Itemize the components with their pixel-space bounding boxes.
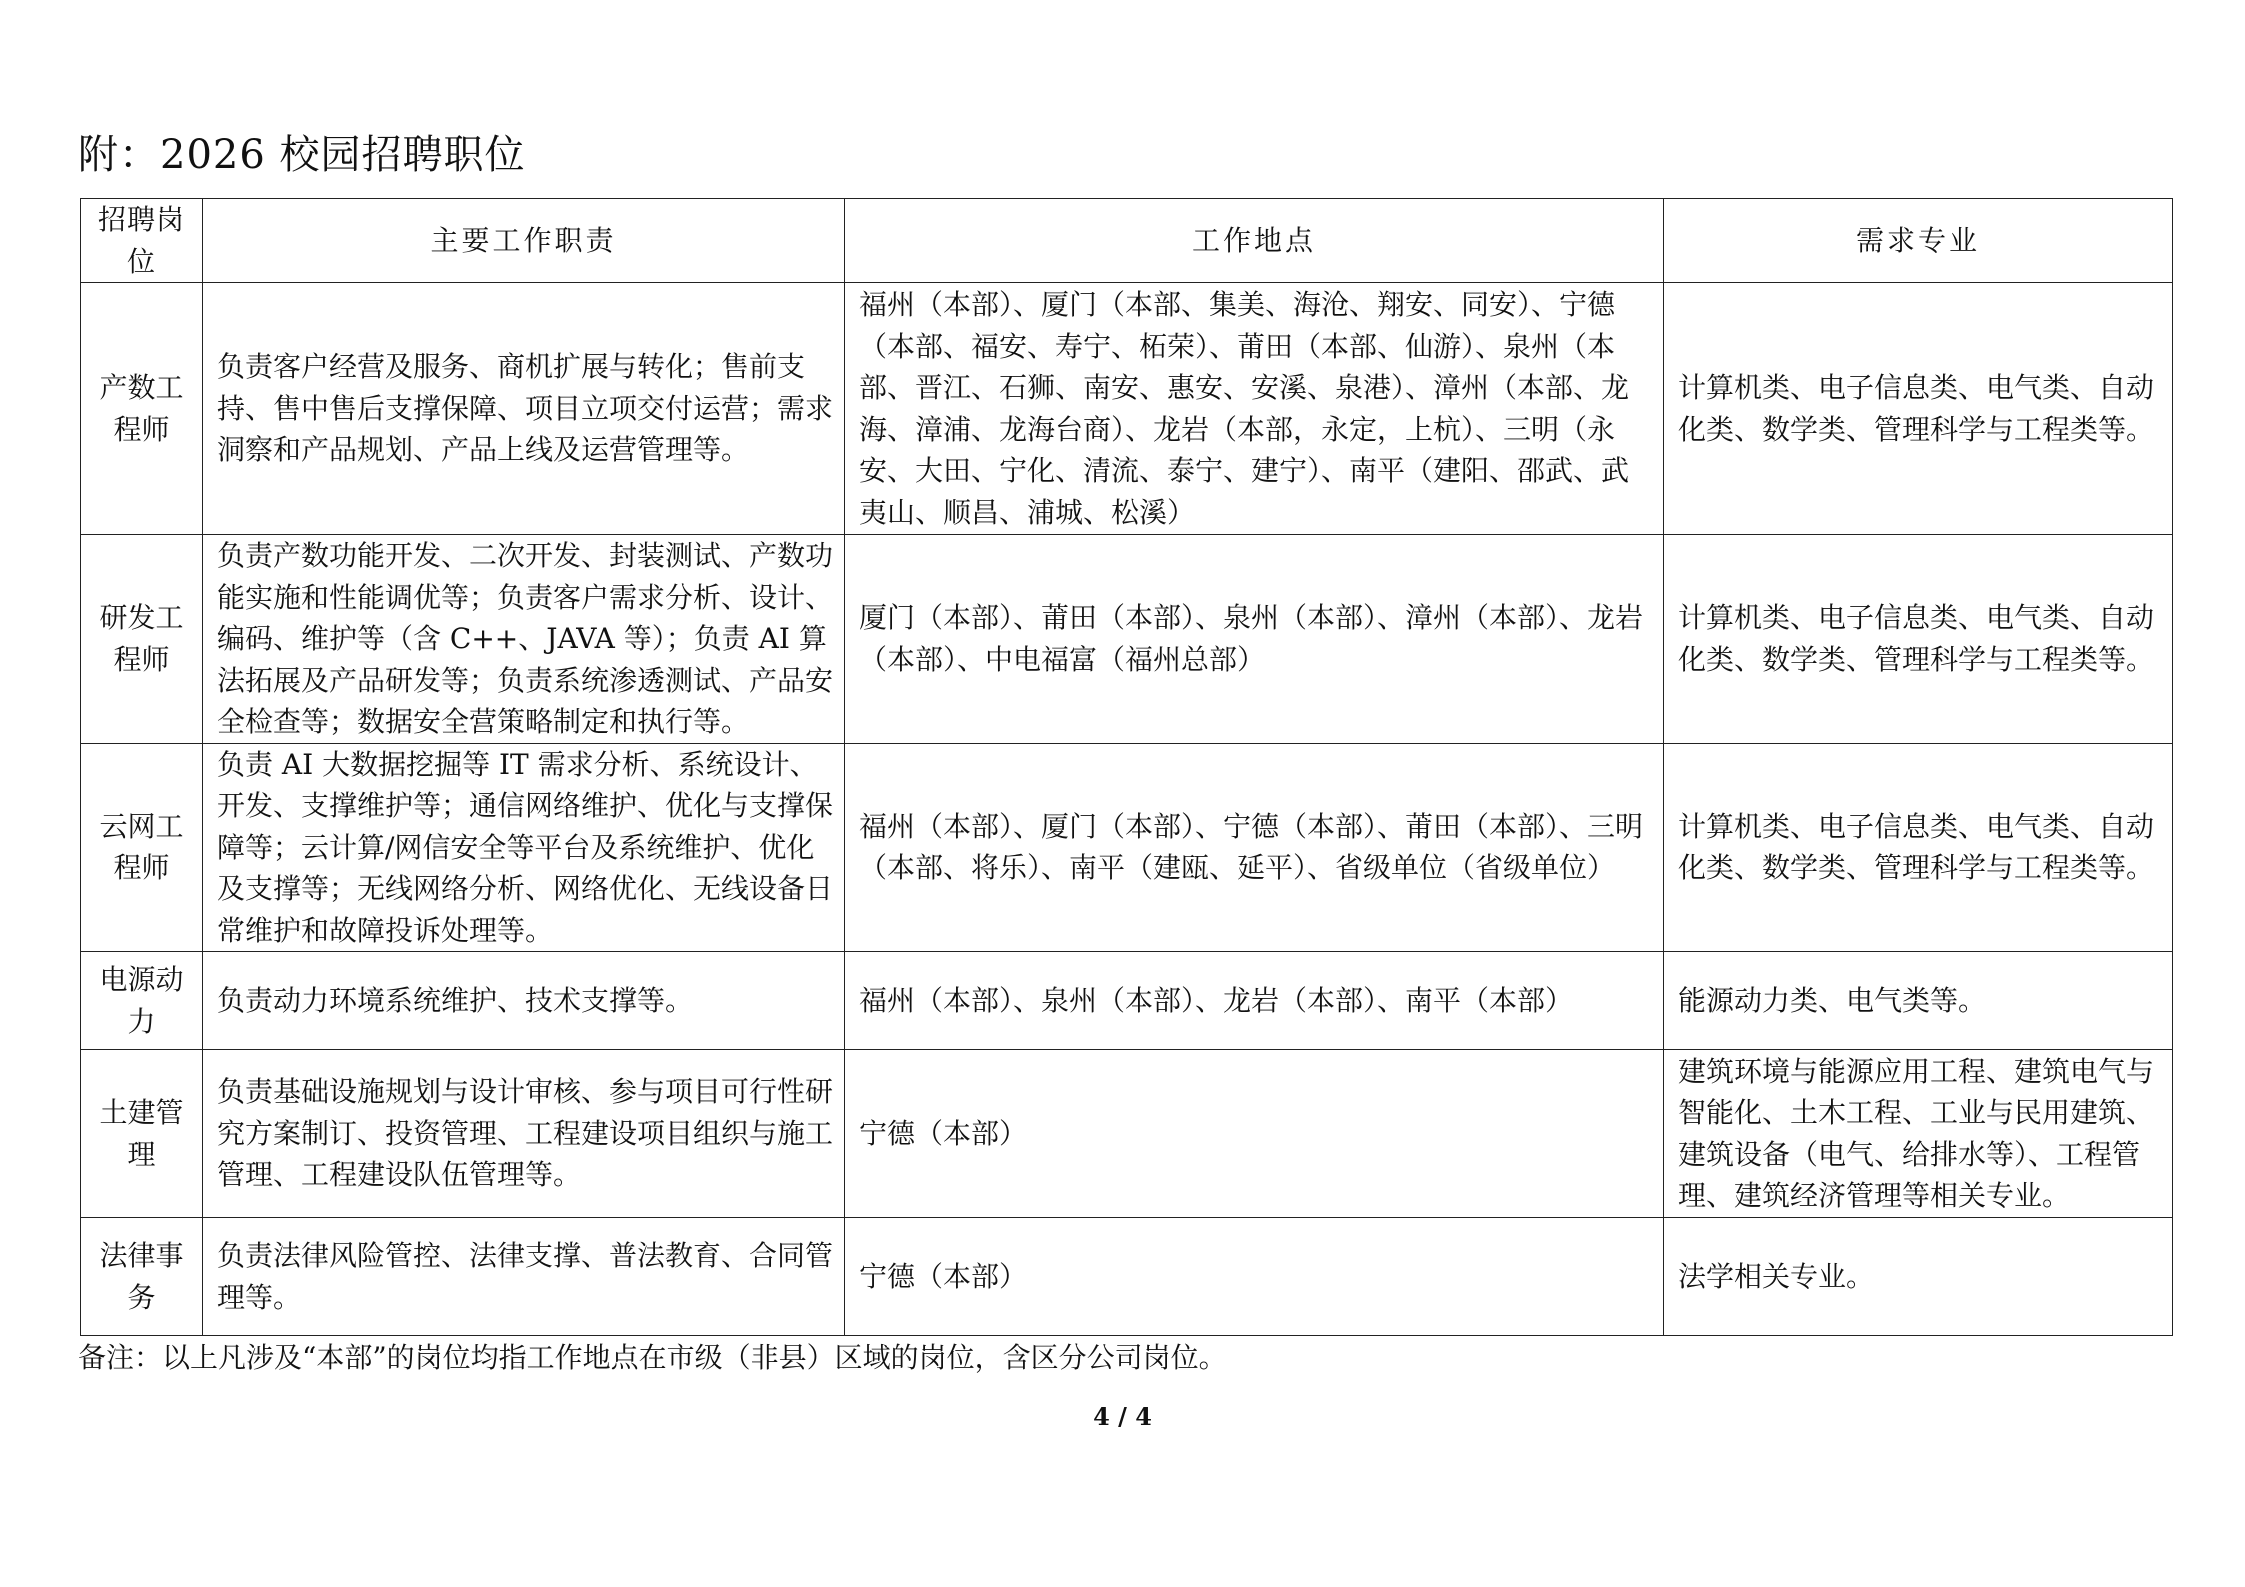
- majors-cell: 计算机类、电子信息类、电气类、自动化类、数学类、管理科学与工程类等。: [1664, 283, 2173, 535]
- header-position: 招聘岗位: [81, 199, 203, 283]
- location-cell: 宁德（本部）: [845, 1218, 1664, 1336]
- page-title: 附：2026 校园招聘职位: [78, 132, 526, 178]
- recruitment-table: [80, 198, 2173, 1336]
- position-cell: 法律事务: [81, 1218, 203, 1336]
- duties-cell: 负责法律风险管控、法律支撑、普法教育、合同管理等。: [203, 1218, 845, 1336]
- position-cell: 土建管理: [81, 1050, 203, 1218]
- table-row: [81, 743, 2173, 952]
- header-majors: 需求专业: [1664, 199, 2173, 283]
- table-row: [81, 283, 2173, 535]
- position-cell: 云网工程师: [81, 743, 203, 952]
- table-row: [81, 952, 2173, 1050]
- majors-cell: 建筑环境与能源应用工程、建筑电气与智能化、土木工程、工业与民用建筑、建筑设备（电气、给排水等）、工程管理、建筑经济管理等相关专业。: [1664, 1050, 2173, 1218]
- table-header-row: [81, 199, 2173, 283]
- majors-cell: 法学相关专业。: [1664, 1218, 2173, 1336]
- location-cell: 厦门（本部）、莆田（本部）、泉州（本部）、漳州（本部）、龙岩（本部）、中电福富（福州总部）: [845, 535, 1664, 744]
- majors-cell: 计算机类、电子信息类、电气类、自动化类、数学类、管理科学与工程类等。: [1664, 535, 2173, 744]
- page-number: 4 / 4: [1093, 1402, 1152, 1431]
- table-row: [81, 1050, 2173, 1218]
- duties-cell: 负责 AI 大数据挖掘等 IT 需求分析、系统设计、开发、支撑维护等；通信网络维护、优化与支撑保障等；云计算/网信安全等平台及系统维护、优化及支撑等；无线网络分析、网络优化、无线设备日常维护和故障投诉处理等。: [203, 743, 845, 952]
- footnote: 备注：以上凡涉及“本部”的岗位均指工作地点在市级（非县）区域的岗位，含区分公司岗位。: [78, 1341, 1227, 1374]
- position-cell: 电源动力: [81, 952, 203, 1050]
- location-cell: 宁德（本部）: [845, 1050, 1664, 1218]
- majors-cell: 计算机类、电子信息类、电气类、自动化类、数学类、管理科学与工程类等。: [1664, 743, 2173, 952]
- header-duties: 主要工作职责: [203, 199, 845, 283]
- location-cell: 福州（本部）、泉州（本部）、龙岩（本部）、南平（本部）: [845, 952, 1664, 1050]
- location-cell: 福州（本部）、厦门（本部、集美、海沧、翔安、同安）、宁德（本部、福安、寿宁、柘荣）、莆田（本部、仙游）、泉州（本部、晋江、石狮、南安、惠安、安溪、泉港）、漳州（本部、龙海、漳浦、龙海台商）、龙岩（本部，永定，上杭）、三明（永安、大田、宁化、清流、泰宁、建宁）、南平（建阳、邵武、武夷山、顺昌、浦城、松溪）: [845, 283, 1664, 535]
- duties-cell: 负责客户经营及服务、商机扩展与转化；售前支持、售中售后支撑保障、项目立项交付运营；需求洞察和产品规划、产品上线及运营管理等。: [203, 283, 845, 535]
- location-cell: 福州（本部）、厦门（本部）、宁德（本部）、莆田（本部）、三明（本部、将乐）、南平（建瓯、延平）、省级单位（省级单位）: [845, 743, 1664, 952]
- position-cell: 产数工程师: [81, 283, 203, 535]
- duties-cell: 负责产数功能开发、二次开发、封装测试、产数功能实施和性能调优等；负责客户需求分析、设计、编码、维护等（含 C++、JAVA 等）；负责 AI 算法拓展及产品研发等；负责系统渗透测试、产品安全检查等；数据安全营策略制定和执行等。: [203, 535, 845, 744]
- table-row: [81, 1218, 2173, 1336]
- position-cell: 研发工程师: [81, 535, 203, 744]
- header-location: 工作地点: [845, 199, 1664, 283]
- majors-cell: 能源动力类、电气类等。: [1664, 952, 2173, 1050]
- table-row: [81, 535, 2173, 744]
- duties-cell: 负责动力环境系统维护、技术支撑等。: [203, 952, 845, 1050]
- duties-cell: 负责基础设施规划与设计审核、参与项目可行性研究方案制订、投资管理、工程建设项目组织与施工管理、工程建设队伍管理等。: [203, 1050, 845, 1218]
